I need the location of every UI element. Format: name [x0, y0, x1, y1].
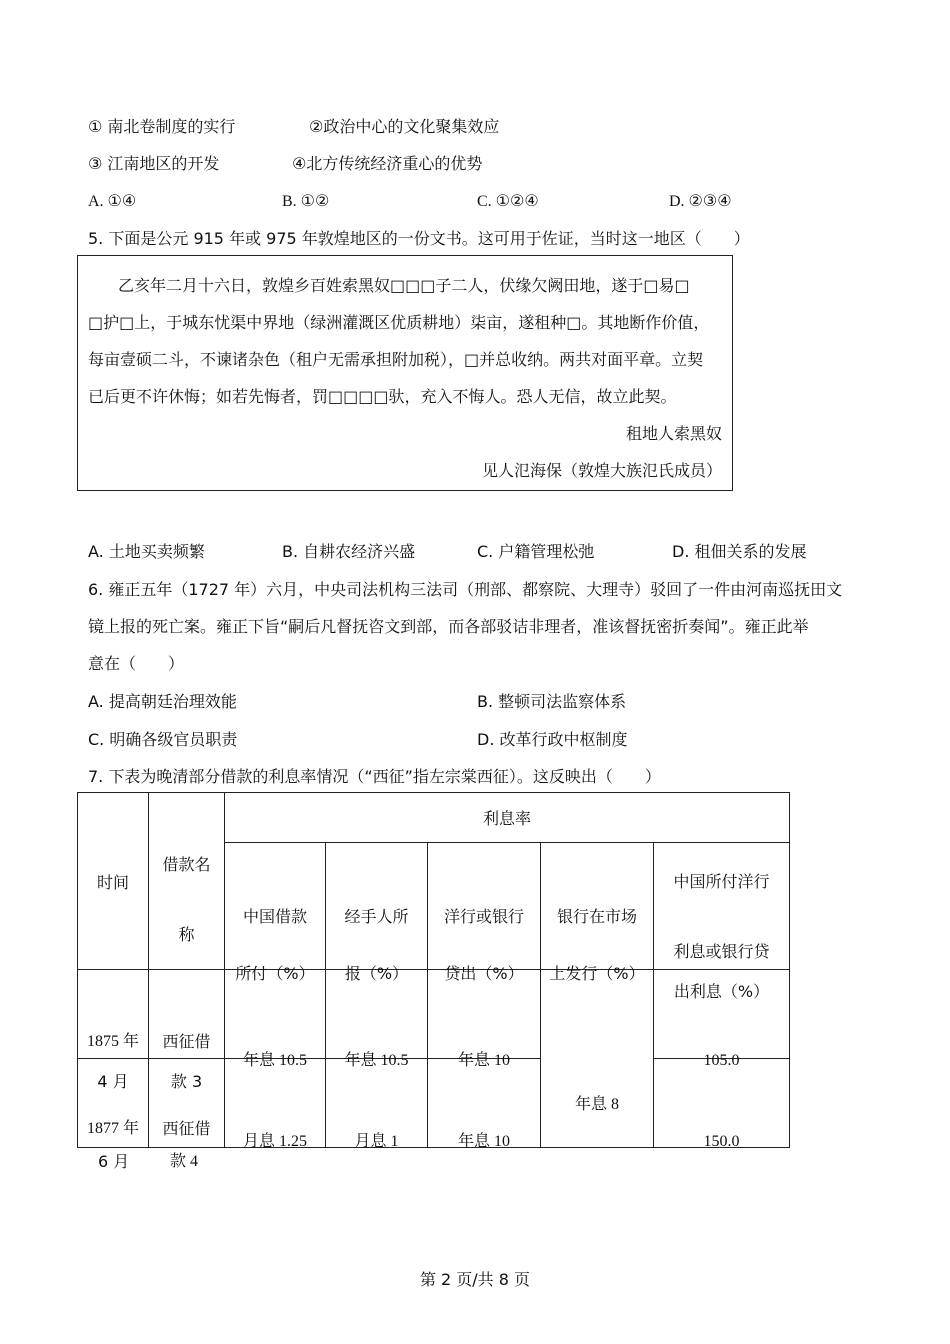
q6-choice-c: C. 明确各级官员职责: [88, 730, 238, 749]
doc-signature-tenant: 租地人索黑奴: [625, 424, 722, 443]
row1-interest-compare: 出利息（%） 105.0: [654, 970, 790, 1059]
doc-signature-witness: 见人氾海保（敦煌大族氾氏成员）: [481, 461, 722, 480]
q4-choice-c: C. ①②④: [477, 193, 539, 210]
q4-choice-a: A. ①④: [88, 193, 137, 210]
header-loan-name: 借款名 称: [149, 793, 225, 970]
row1-time: 1875 年: [78, 970, 149, 1059]
row2-time: 4 月 1877 年: [78, 1059, 149, 1148]
row2-firm-lent: 年息 10: [428, 1059, 541, 1148]
doc-line-2: □护□上，于城东忧渠中界地（绿洲灌溉区优质耕地）柒亩，遂租种□。其地断作价值，: [88, 313, 710, 332]
row2-china-paid: 月息 1.25: [225, 1059, 326, 1148]
row2-time-month: 6 月: [98, 1152, 130, 1171]
row1-firm-lent: 贷出（%） 年息 10: [428, 970, 541, 1059]
q5-choice-a: A. 土地买卖频繁: [88, 542, 205, 561]
row2-loan-name: 款 3 西征借: [149, 1059, 225, 1148]
header-interest-compare: 中国所付洋行 利息或银行贷: [654, 843, 790, 970]
option-item-4: ④北方传统经济重心的优势: [292, 154, 483, 173]
q4-choice-d: D. ②③④: [669, 193, 732, 210]
question-6-line-1: 6. 雍正五年（1727 年）六月，中央司法机构三法司（刑部、都察院、大理寺）驳回了一件由河南巡抚田文: [88, 580, 843, 599]
doc-line-4: 已后更不许休悔；如若先悔者，罚□□□□驮，充入不悔人。恐人无信，故立此契。: [88, 387, 677, 406]
question-6-line-2: 镜上报的死亡案。雍正下旨“嗣后凡督抚咨文到部，而各部驳诘非理者，准该督抚密折奏闻”。雍正此举: [88, 617, 809, 636]
header-bank-issued: 银行在市场: [541, 843, 654, 970]
header-agent-reported: 经手人所: [326, 843, 428, 970]
document-excerpt-box: [77, 255, 733, 491]
question-6-line-3: 意在（ ）: [88, 654, 185, 673]
interest-rate-table: [77, 792, 790, 1148]
q5-choice-d: D. 租佃关系的发展: [672, 542, 807, 561]
header-firm-lent: 洋行或银行: [428, 843, 541, 970]
doc-line-1: 乙亥年二月十六日，敦煌乡百姓索黑奴□□□子二人，伏缘欠阙田地，遂于□易□: [118, 276, 690, 295]
q4-choice-b: B. ①②: [282, 193, 330, 210]
q5-choice-b: B. 自耕农经济兴盛: [282, 542, 416, 561]
row2-agent-reported: 月息 1: [326, 1059, 428, 1148]
question-5-stem: 5. 下面是公元 915 年或 975 年敦煌地区的一份文书。这可用于佐证，当时这一地区（ ）: [88, 229, 750, 248]
doc-line-3: 每亩壹硕二斗，不谏诸杂色（租户无需承担附加税），□并总收纳。两共对面平章。立契: [88, 350, 704, 369]
q5-choice-c: C. 户籍管理松弛: [477, 542, 595, 561]
row1-loan-name: 西征借: [149, 970, 225, 1059]
q6-choice-b: B. 整顿司法监察体系: [477, 692, 627, 711]
question-7-stem: 7. 下表为晚清部分借款的利息率情况（“西征”指左宗棠西征）。这反映出（ ）: [88, 767, 661, 786]
q6-choice-d: D. 改革行政中枢制度: [477, 730, 628, 749]
header-time: 时间: [78, 793, 149, 970]
option-item-1: ① 南北卷制度的实行: [88, 117, 236, 136]
option-item-3: ③ 江南地区的开发: [88, 154, 220, 173]
row2-interest-compare: 150.0: [654, 1059, 790, 1148]
row1-agent-reported: 报（%） 年息 10.5: [326, 970, 428, 1059]
option-item-2: ②政治中心的文化聚集效应: [309, 117, 500, 136]
bank-market-issued-rate: 上发行（%） 年息 8: [541, 970, 654, 1148]
header-interest-rate: 利息率: [225, 793, 790, 843]
page-footer: 第 2 页/共 8 页: [419, 1270, 531, 1289]
row2-loan-name-tail: 款 4: [170, 1153, 199, 1170]
header-china-paid: 中国借款: [225, 843, 326, 970]
row1-china-paid: 所付（%） 年息 10.5: [225, 970, 326, 1059]
q6-choice-a: A. 提高朝廷治理效能: [88, 692, 237, 711]
